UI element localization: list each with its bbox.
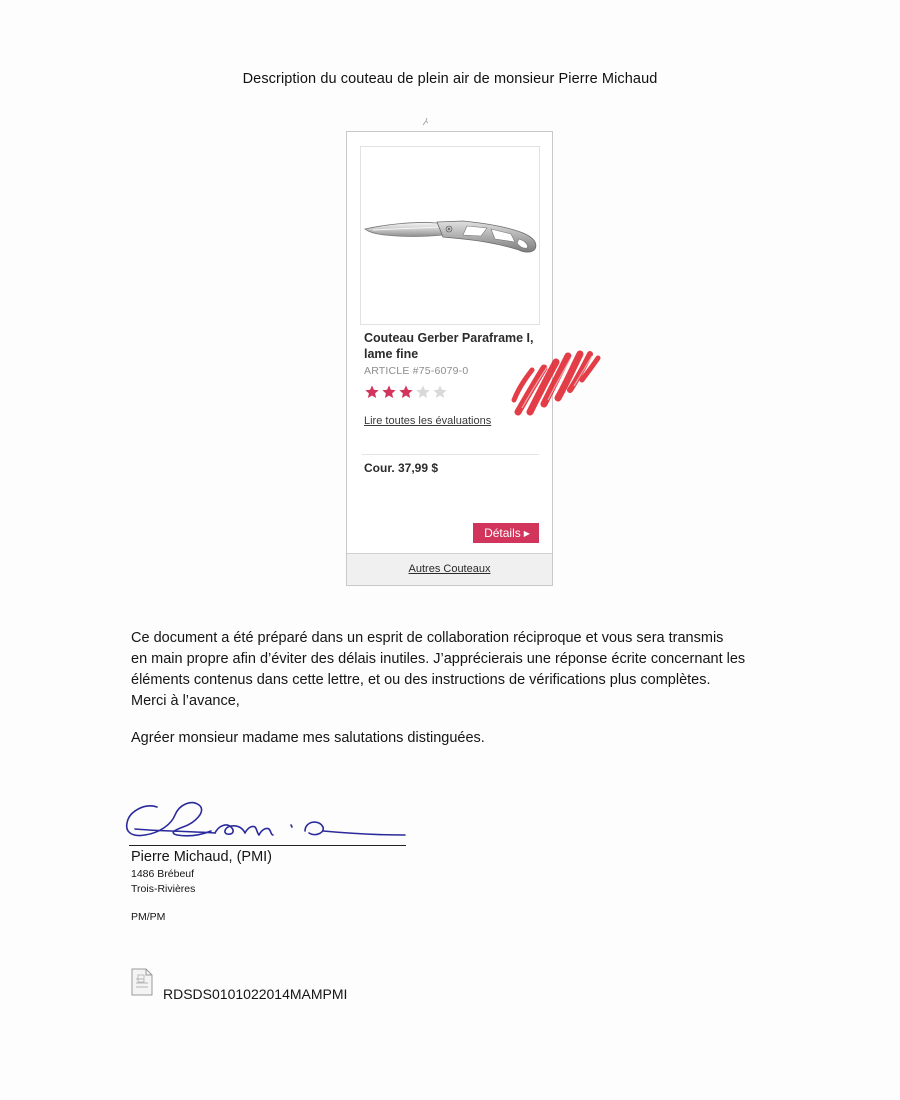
card-divider: [362, 454, 539, 455]
star-filled-icon: [364, 384, 380, 400]
reference-initials: PM/PM: [131, 911, 166, 923]
document-title: Description du couteau de plein air de monsieur Pierre Michaud: [242, 71, 658, 87]
other-knives-label: Autres Couteaux: [408, 563, 491, 575]
read-reviews-link[interactable]: Lire toutes les évaluations: [364, 415, 492, 427]
star-empty-icon: [415, 384, 431, 400]
address-city: Trois-Rivières: [131, 883, 196, 895]
knife-photo: [363, 215, 539, 261]
address-street: 1486 Brébeuf: [131, 868, 195, 880]
handwritten-signature: [115, 793, 415, 851]
star-filled-icon: [398, 384, 414, 400]
article-number: ARTICLE #75-6079-0: [364, 365, 469, 377]
scan-speck: [420, 116, 432, 128]
red-stamp-marks: [508, 340, 604, 416]
body-paragraph: [131, 628, 781, 712]
signer-name: Pierre Michaud, (PMI): [131, 849, 273, 865]
caret-right-icon: ▶: [523, 529, 530, 538]
other-knives-link[interactable]: [347, 553, 552, 585]
rating-stars: [364, 384, 449, 402]
product-name[interactable]: Couteau Gerber Paraframe I, lame fine: [364, 331, 534, 361]
product-image[interactable]: [360, 146, 540, 325]
body-line: éléments contenus dans cette lettre, et ou des instructions de vérifications plus complètes.: [131, 672, 711, 688]
document-icon: [128, 965, 158, 997]
body-line: en main propre afin d’éviter des délais inutiles. J’apprécierais une réponse écrite concernant les: [131, 651, 746, 667]
body-line: Ce document a été préparé dans un esprit de collaboration réciproque et vous sera transmis: [131, 630, 724, 646]
product-price: Cour. 37,99 $: [364, 461, 439, 475]
reference-code: RDSDS0101022014MAMPMI: [163, 986, 348, 1002]
star-filled-icon: [381, 384, 397, 400]
details-button-label: Détails: [484, 526, 521, 540]
body-line: Merci à l’avance,: [131, 693, 240, 709]
star-empty-icon: [432, 384, 448, 400]
closing-line: Agréer monsieur madame mes salutations distinguées.: [131, 730, 485, 746]
signature-line: [129, 845, 406, 846]
details-button[interactable]: [473, 523, 539, 543]
